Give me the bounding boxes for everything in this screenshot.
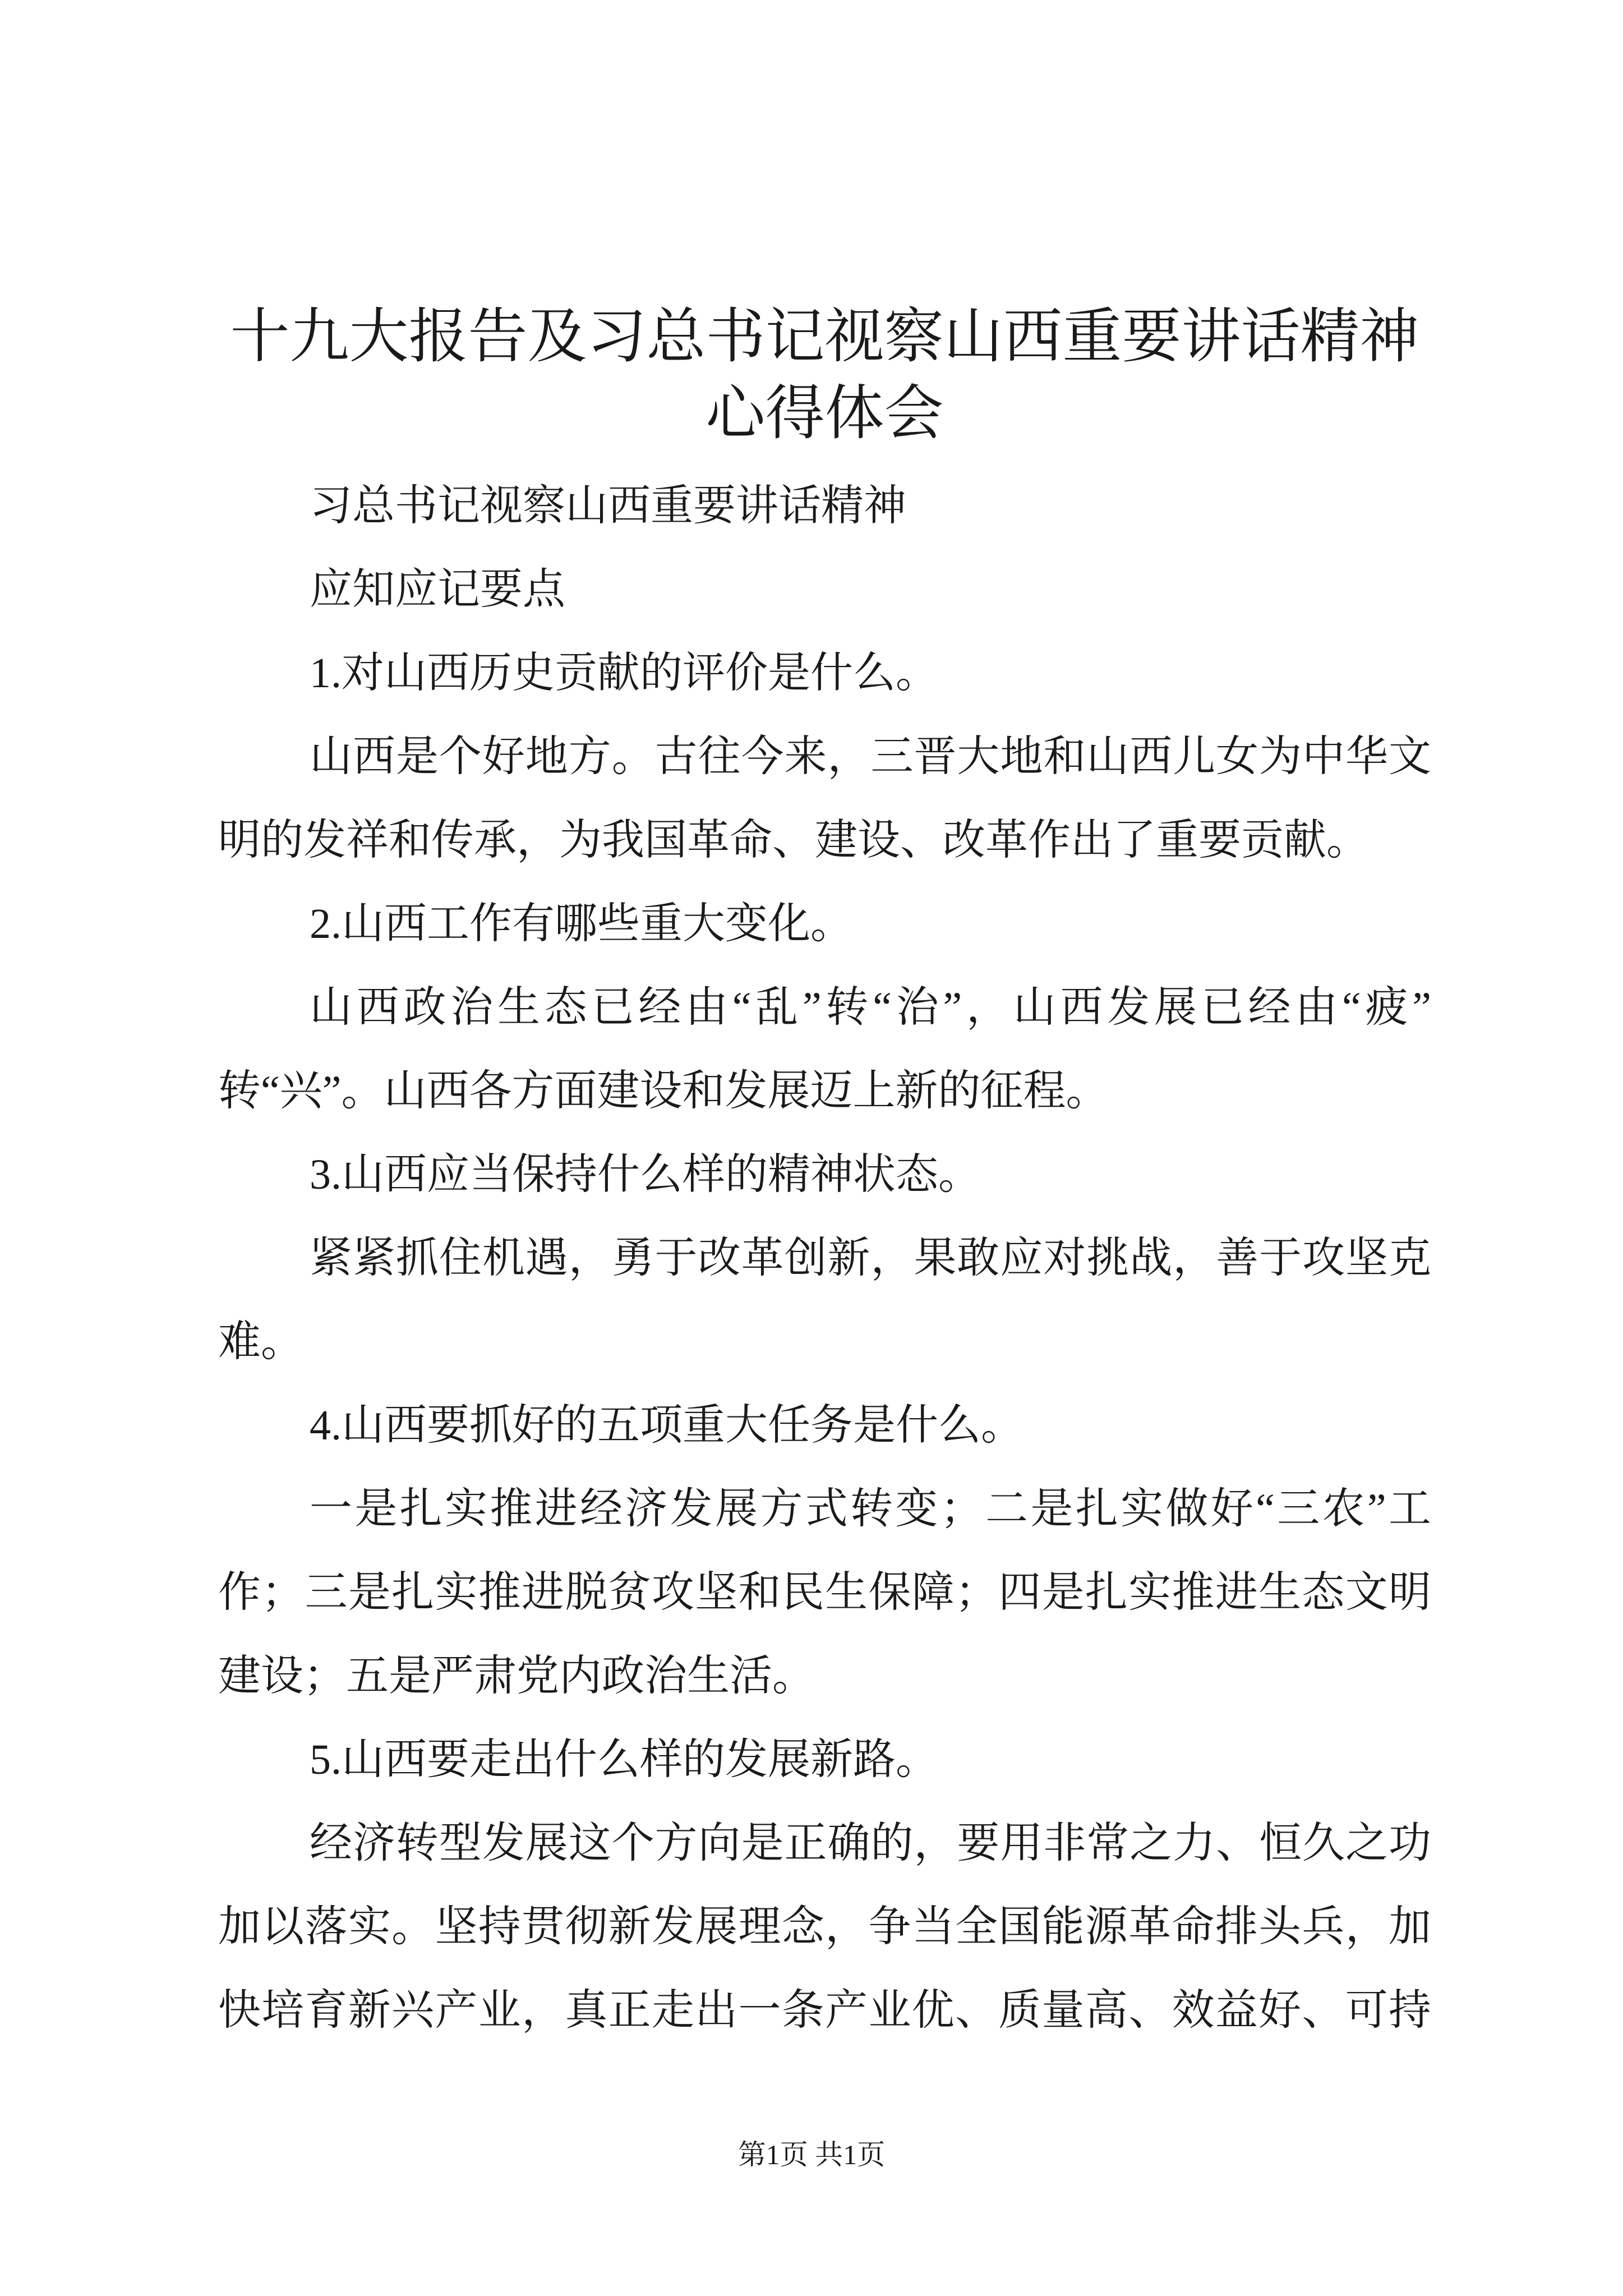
- paragraph: [218, 464, 1431, 548]
- paragraph-line: 建设；五是严肃党内政治生活。: [218, 1653, 815, 1700]
- paragraph: [218, 548, 1431, 632]
- paragraph-line: 转“兴”。山西各方面建设和发展迈上新的征程。: [218, 1068, 1109, 1115]
- paragraph-line: 2.山西工作有哪些重大变化。: [310, 900, 853, 947]
- paragraph-line: 加以落实。坚持贯彻新发展理念，争当全国能源革命排头兵，加: [218, 1903, 1431, 1950]
- page-footer: 第1页 共1页: [737, 2139, 886, 2170]
- paragraph-line: 紧紧抓住机遇，勇于改革创新，果敢应对挑战，善于攻坚克: [310, 1235, 1431, 1282]
- question-heading: [218, 632, 1431, 715]
- paragraph-line: 习总书记视察山西重要讲话精神: [310, 482, 906, 530]
- title-line: 心得体会: [706, 381, 944, 447]
- paragraph-line: 应知应记要点: [310, 566, 565, 613]
- title-line: 十九大报告及习总书记视察山西重要讲话精神: [230, 304, 1419, 370]
- paragraph-line: 明的发祥和传承，为我国革命、建设、改革作出了重要贡献。: [218, 817, 1369, 864]
- document-title: [218, 298, 1431, 452]
- paragraph-line: 山西是个好地方。古往今来，三晋大地和山西儿女为中华文: [310, 733, 1431, 780]
- paragraph: [218, 966, 1431, 1133]
- question-heading: [218, 1718, 1431, 1802]
- paragraph: [218, 715, 1431, 882]
- paragraph: [218, 1467, 1431, 1718]
- paragraph-line: 山西政治生态已经由“乱”转“治”，山西发展已经由“疲”: [310, 984, 1431, 1031]
- question-heading: [218, 882, 1431, 966]
- paragraph-line: 快培育新兴产业，真正走出一条产业优、质量高、效益好、可持: [218, 1987, 1431, 2034]
- document-body: [218, 464, 1431, 2053]
- paragraph-line: 作；三是扎实推进脱贫攻坚和民生保障；四是扎实推进生态文明: [218, 1569, 1431, 1616]
- paragraph-line: 3.山西应当保持什么样的精神状态。: [310, 1151, 981, 1198]
- paragraph-line: 1.对山西历史贡献的评价是什么。: [310, 650, 938, 697]
- paragraph-line: 一是扎实推进经济发展方式转变；二是扎实做好“三农”工: [310, 1485, 1431, 1533]
- paragraph-line: 4.山西要抓好的五项重大任务是什么。: [310, 1402, 1023, 1449]
- question-heading: [218, 1384, 1431, 1467]
- paragraph: [218, 1217, 1431, 1384]
- question-heading: [218, 1133, 1431, 1217]
- paragraph-line: 难。: [218, 1318, 303, 1365]
- paragraph-line: 经济转型发展这个方向是正确的，要用非常之力、恒久之功: [310, 1820, 1431, 1867]
- paragraph: [218, 1802, 1431, 2053]
- paragraph-line: 5.山西要走出什么样的发展新路。: [310, 1736, 938, 1783]
